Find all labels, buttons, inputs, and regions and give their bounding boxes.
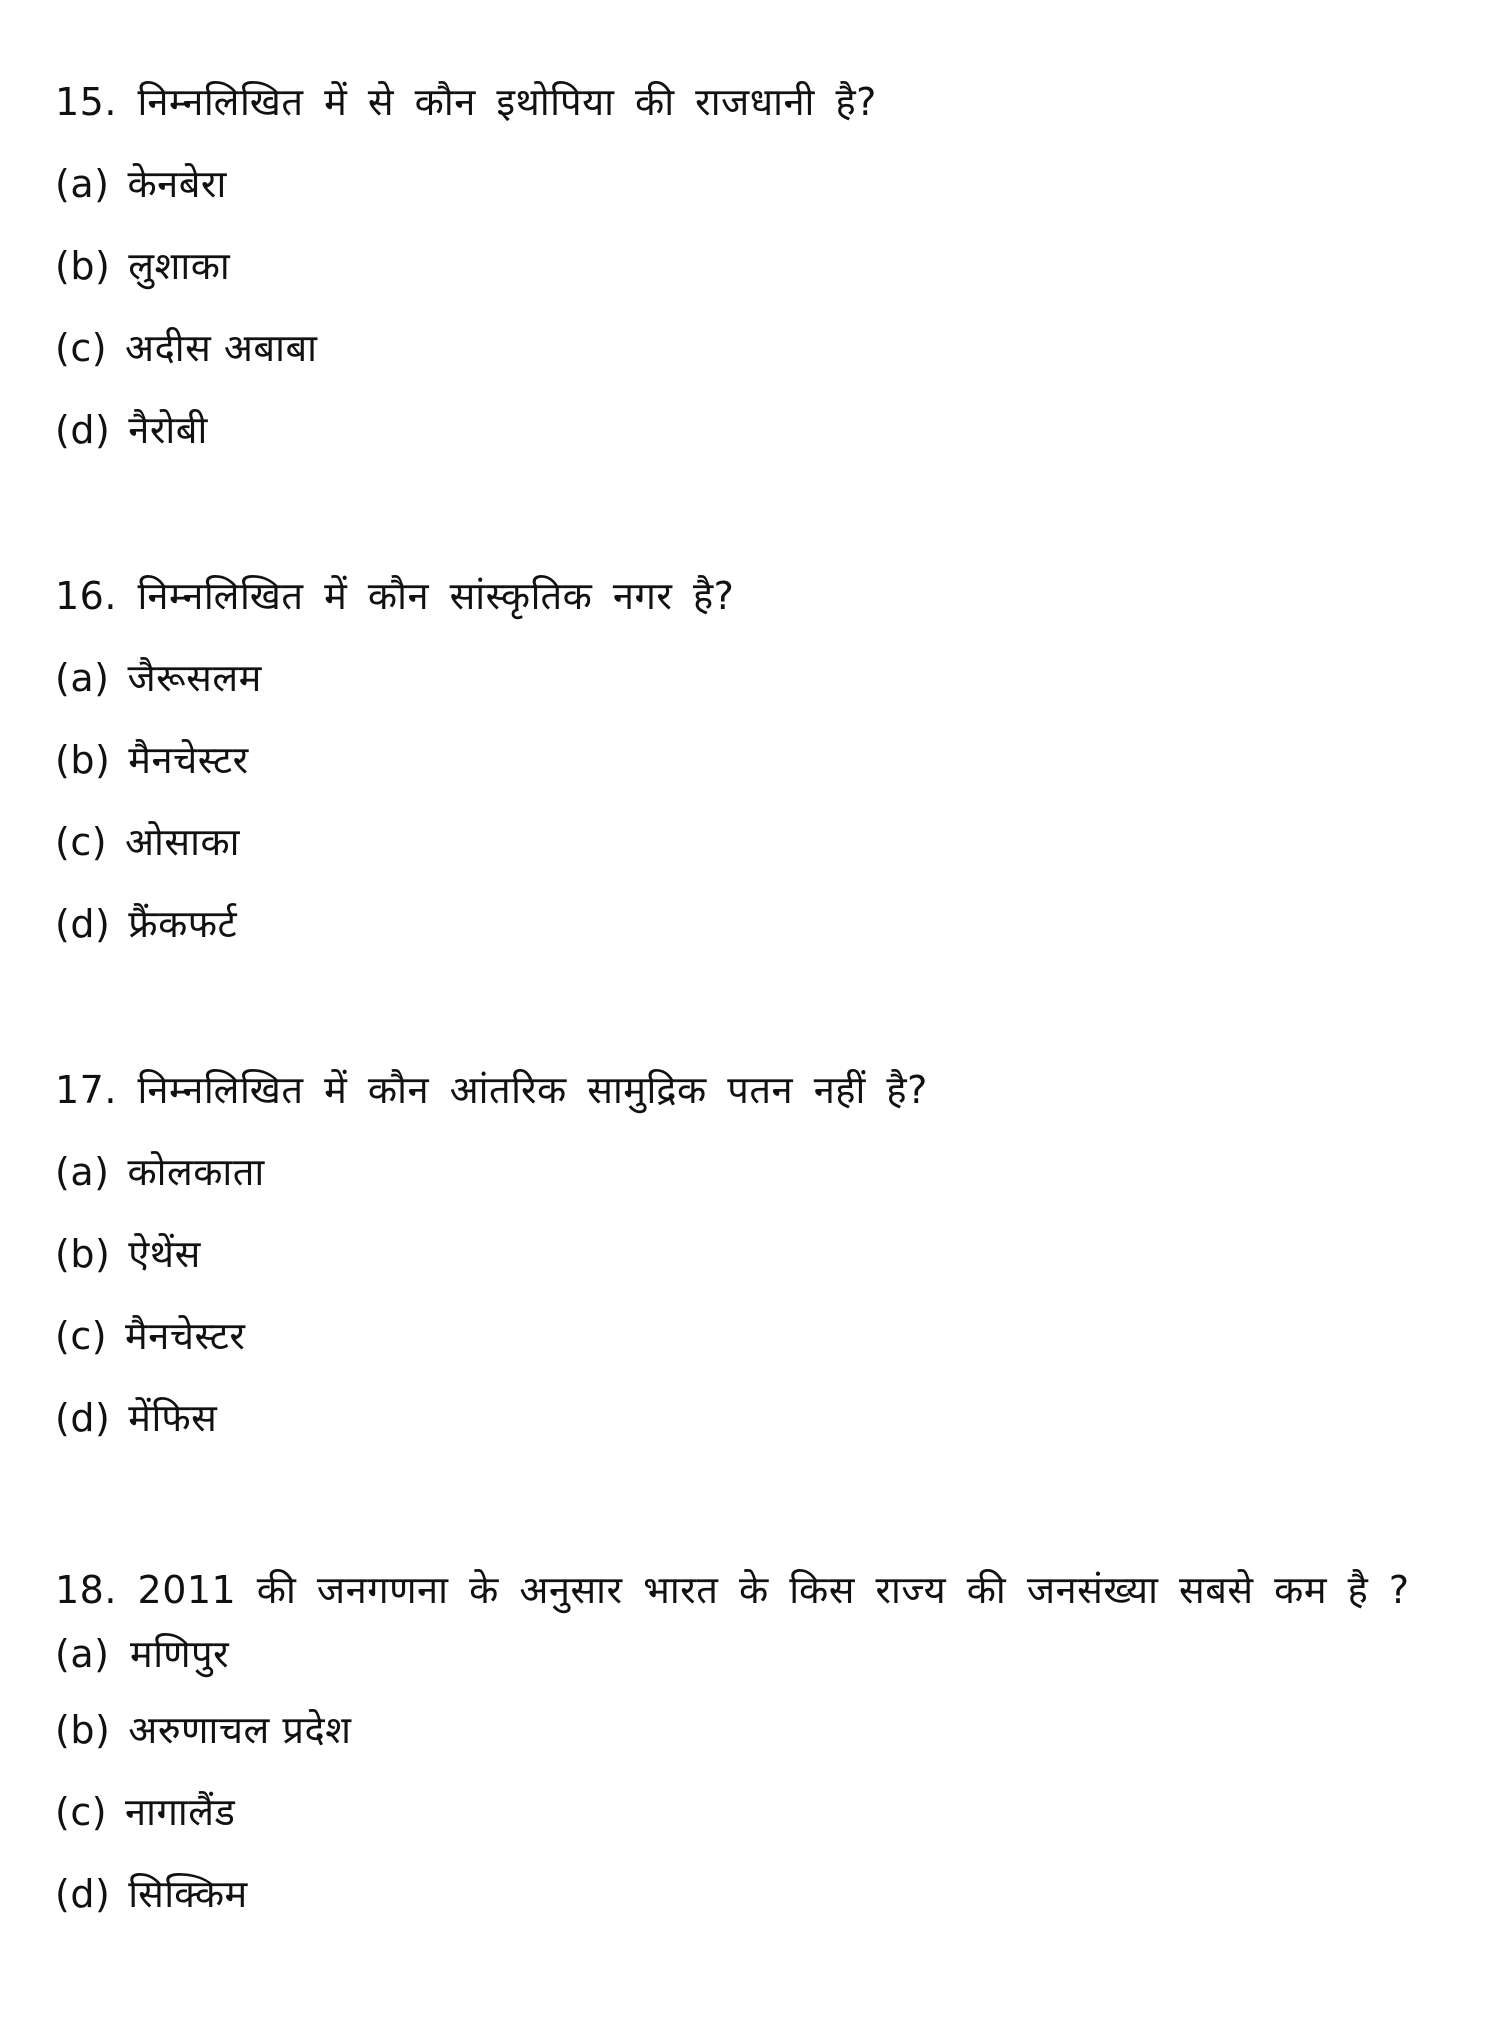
q16-option-d[interactable] <box>55 898 237 950</box>
option-text: मैनचेस्टर <box>125 1314 246 1358</box>
option-text: ओसाका <box>125 820 240 864</box>
option-text: लुशाका <box>128 244 231 288</box>
option-text: मैनचेस्टर <box>128 738 249 782</box>
option-text: मेंफिस <box>128 1396 218 1440</box>
option-marker: (a) <box>55 656 110 700</box>
q18-option-c[interactable] <box>55 1786 235 1838</box>
option-marker: (a) <box>55 1150 110 1194</box>
option-marker: (b) <box>55 1708 111 1752</box>
q15-option-d[interactable] <box>55 404 208 456</box>
q18-option-b[interactable] <box>55 1704 351 1756</box>
option-marker: (c) <box>55 1314 108 1358</box>
q17-option-a[interactable] <box>55 1146 265 1198</box>
q17-option-b[interactable] <box>55 1228 201 1280</box>
option-marker: (c) <box>55 820 108 864</box>
option-text: फ्रैंकफर्ट <box>128 902 238 946</box>
option-marker: (c) <box>55 1790 108 1834</box>
option-marker: (d) <box>55 1396 111 1440</box>
option-marker: (b) <box>55 1232 111 1276</box>
option-marker: (d) <box>55 408 111 452</box>
option-text: ऐथेंस <box>128 1232 201 1276</box>
q16-option-a[interactable] <box>55 652 262 704</box>
q15-option-b[interactable] <box>55 240 230 292</box>
q18-option-d[interactable] <box>55 1868 248 1920</box>
question-16-text: 16. निम्नलिखित में कौन सांस्कृतिक नगर है? <box>55 574 735 618</box>
option-marker: (d) <box>55 1872 111 1916</box>
option-marker: (d) <box>55 902 111 946</box>
option-marker: (a) <box>55 162 110 206</box>
option-text: कोलकाता <box>127 1150 265 1194</box>
option-text: जैरूसलम <box>127 656 262 700</box>
option-marker: (b) <box>55 244 111 288</box>
q17-option-c[interactable] <box>55 1310 245 1362</box>
option-text: नागालैंड <box>125 1790 236 1834</box>
option-text: अदीस अबाबा <box>125 326 318 370</box>
option-text: नैरोबी <box>128 408 208 452</box>
question-17-text: 17. निम्नलिखित में कौन आंतरिक सामुद्रिक पतन नहीं है? <box>55 1068 928 1112</box>
option-text: केनबेरा <box>127 162 227 206</box>
q15-option-a[interactable] <box>55 158 227 210</box>
q16-option-b[interactable] <box>55 734 249 786</box>
option-marker: (b) <box>55 738 111 782</box>
q17-option-d[interactable] <box>55 1392 217 1444</box>
q15-option-c[interactable] <box>55 322 317 374</box>
q16-option-c[interactable] <box>55 816 240 868</box>
question-18-text: 18. 2011 की जनगणना के अनुसार भारत के किस राज्य की जनसंख्या सबसे कम है ? (a) मणिपुर <box>55 1568 1410 1676</box>
option-text: अरुणाचल प्रदेश <box>128 1708 352 1752</box>
option-text: सिक्किम <box>128 1872 248 1916</box>
option-marker: (c) <box>55 326 108 370</box>
question-15-text: 15. निम्नलिखित में से कौन इथोपिया की राजधानी है? <box>55 80 877 124</box>
